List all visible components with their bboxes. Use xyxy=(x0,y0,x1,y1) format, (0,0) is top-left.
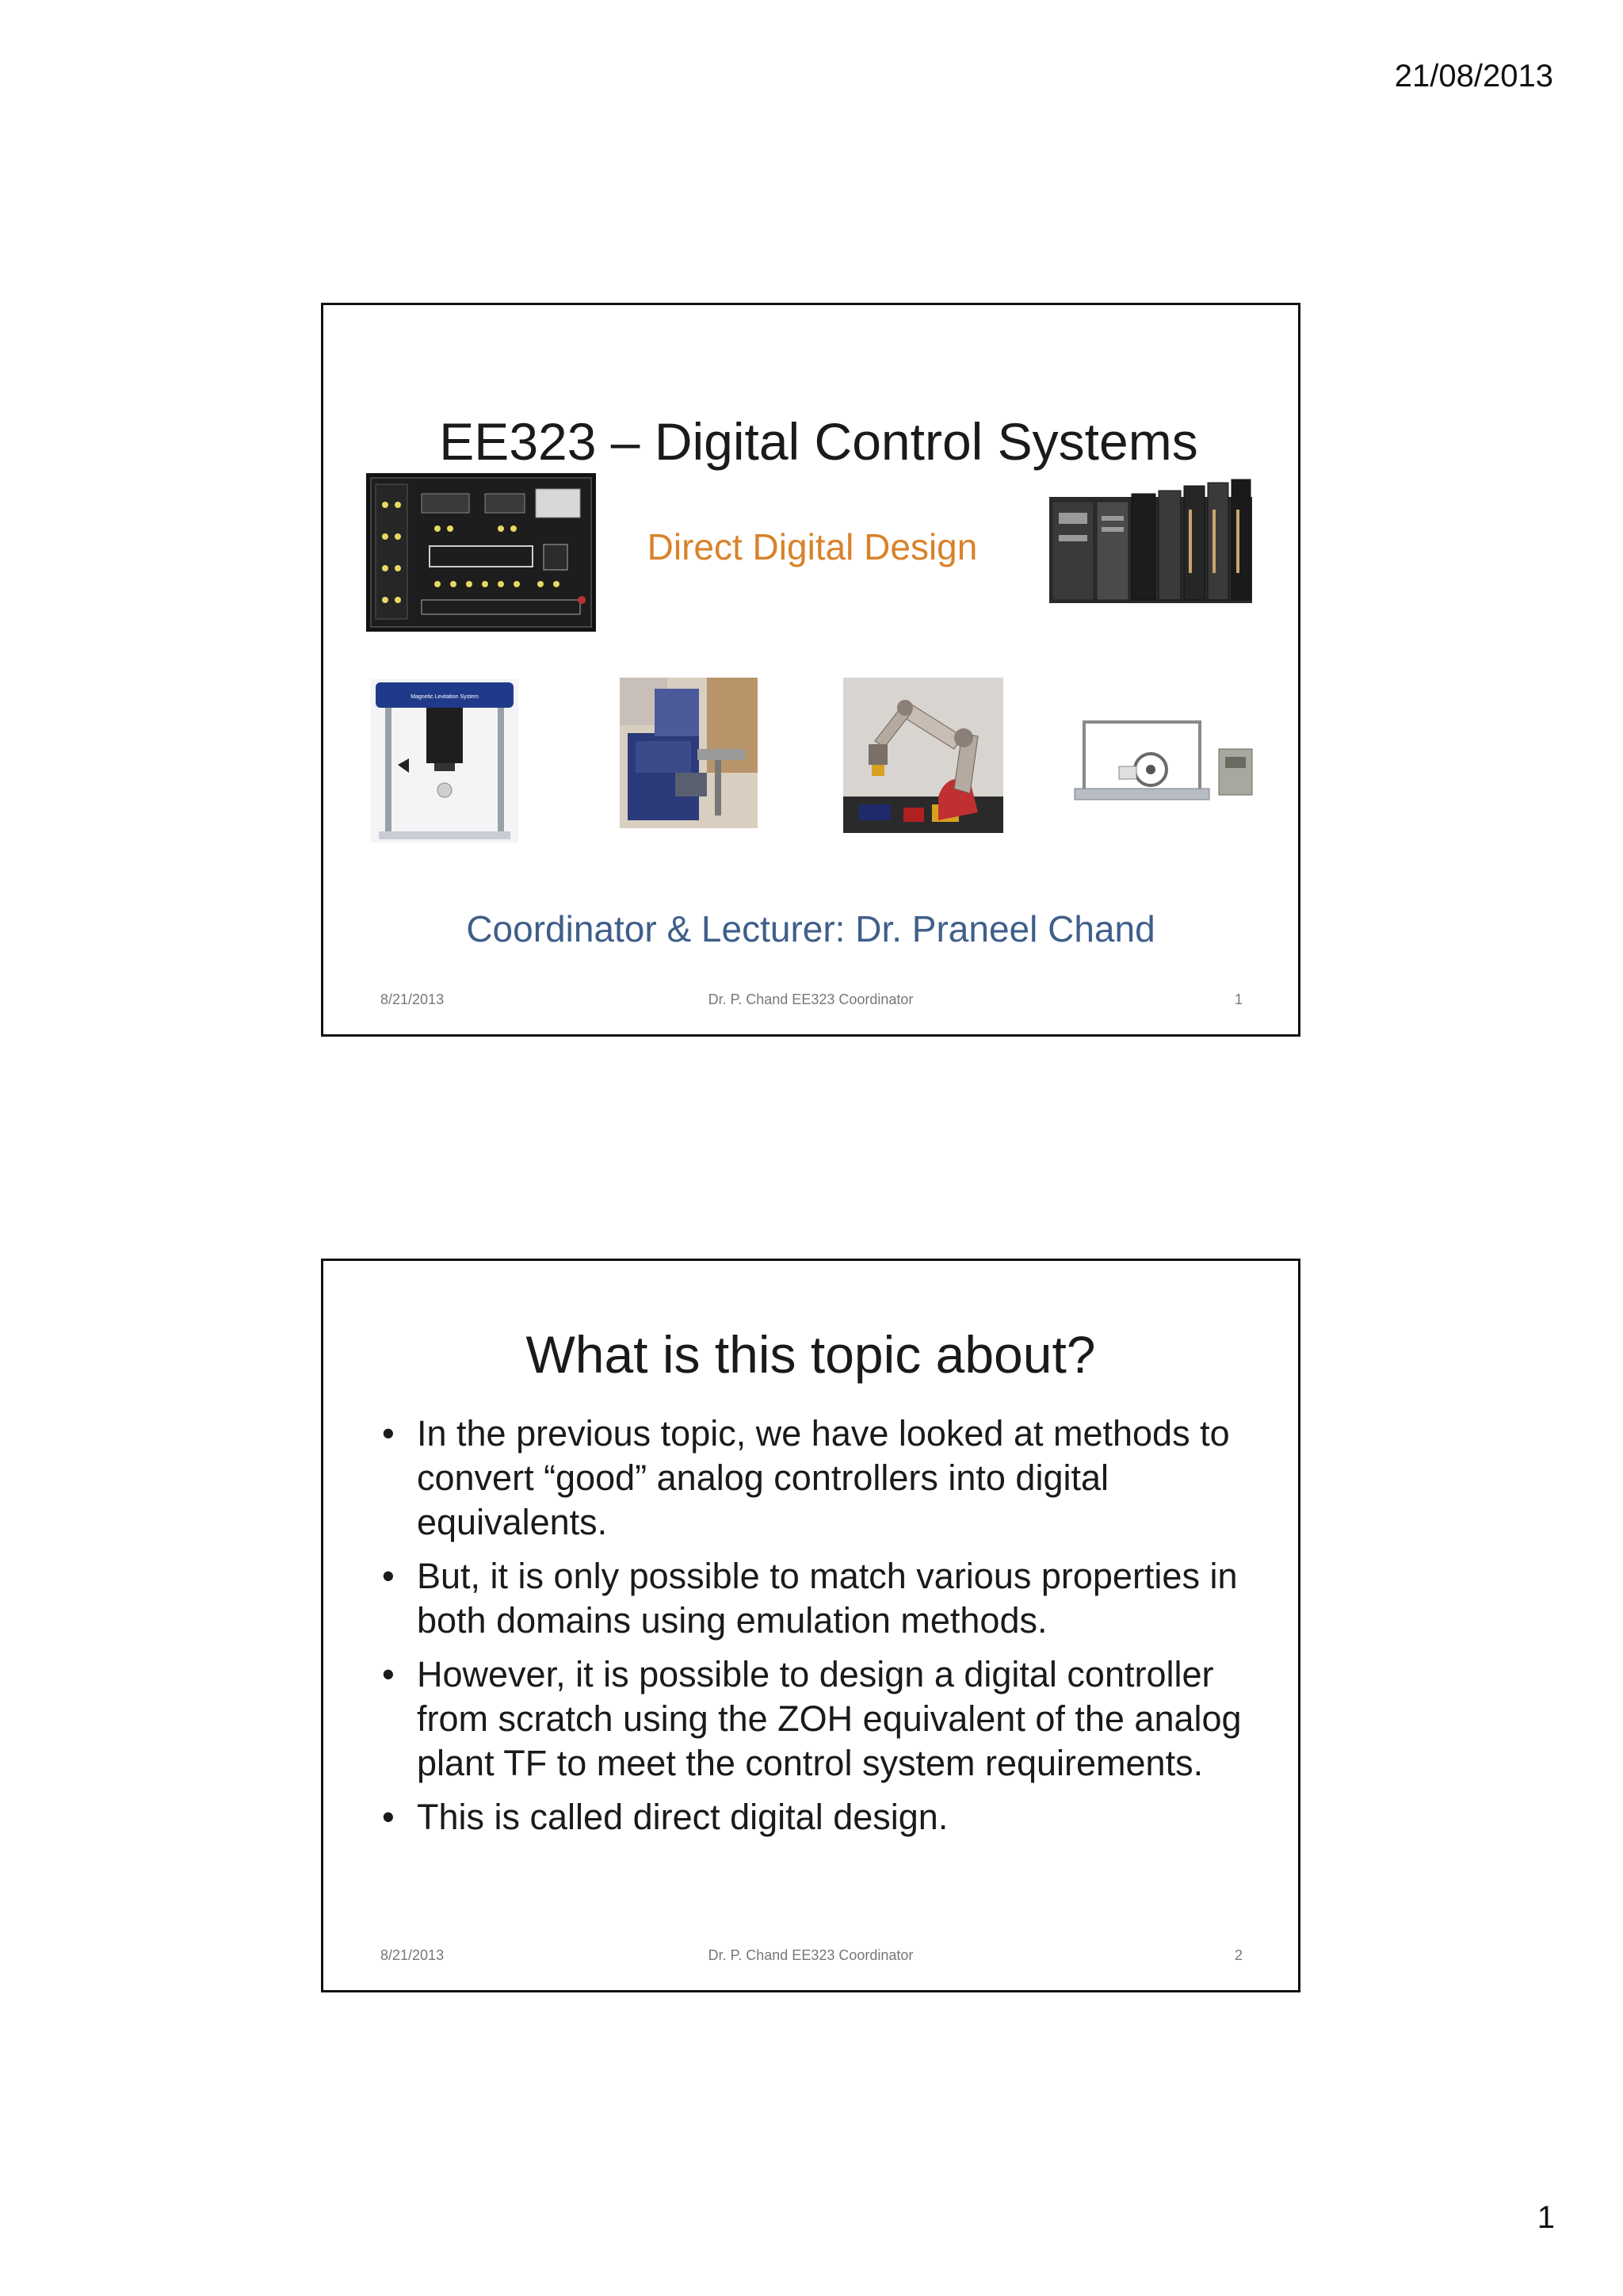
slide-footer xyxy=(323,1947,1298,1966)
slide-footer xyxy=(323,991,1298,1010)
bullet-icon: • xyxy=(382,1654,395,1694)
bullet-text: In the previous topic, we have looked at methods to convert “good” analog controllers into digital equivalents. xyxy=(417,1413,1230,1542)
magnetic-levitation-system-image xyxy=(371,679,518,842)
pendulum-motor-rig-image xyxy=(1071,714,1260,809)
lab-test-rig-image xyxy=(620,678,758,828)
footer-author: Dr. P. Chand EE323 Coordinator xyxy=(708,991,914,1007)
bullet-icon: • xyxy=(382,1556,395,1596)
bullet-item xyxy=(376,1554,1258,1643)
footer-author: Dr. P. Chand EE323 Coordinator xyxy=(708,1947,914,1963)
bullet-text: But, it is only possible to match various properties in both domains using emulation methods. xyxy=(417,1556,1238,1641)
bullet-item xyxy=(376,1412,1258,1545)
slide-1 xyxy=(321,303,1300,1037)
footer-date: 8/21/2013 xyxy=(380,991,445,1007)
slide-title: What is this topic about? xyxy=(525,1325,1096,1384)
slide-subtitle: Direct Digital Design xyxy=(647,526,978,567)
bullet-icon: • xyxy=(382,1797,395,1837)
page-number: 1 xyxy=(1537,2200,1555,2235)
maglev-label: Magnetic Levitation System xyxy=(411,694,479,700)
bullet-icon: • xyxy=(382,1413,395,1454)
coordinator-line: Coordinator & Lecturer: Dr. Praneel Chand xyxy=(466,908,1155,949)
bullet-list xyxy=(376,1412,1258,1849)
page-date: 21/08/2013 xyxy=(1394,59,1553,94)
robot-arm-image xyxy=(843,678,1003,833)
bullet-text: However, it is possible to design a digital controller from scratch using the ZOH equivalent of the analog plant TF to meet the control system requirements. xyxy=(417,1654,1242,1783)
footer-date: 8/21/2013 xyxy=(380,1947,445,1963)
slide-2 xyxy=(321,1259,1300,1992)
footer-slide-number: 2 xyxy=(1234,1947,1243,1963)
slide-title: EE323 – Digital Control Systems xyxy=(439,412,1198,471)
footer-slide-number: 1 xyxy=(1234,991,1243,1007)
bullet-item xyxy=(376,1652,1258,1786)
plc-rack-image xyxy=(1049,478,1252,603)
bullet-text: This is called direct digital design. xyxy=(417,1797,949,1837)
bullet-item xyxy=(376,1795,1258,1839)
